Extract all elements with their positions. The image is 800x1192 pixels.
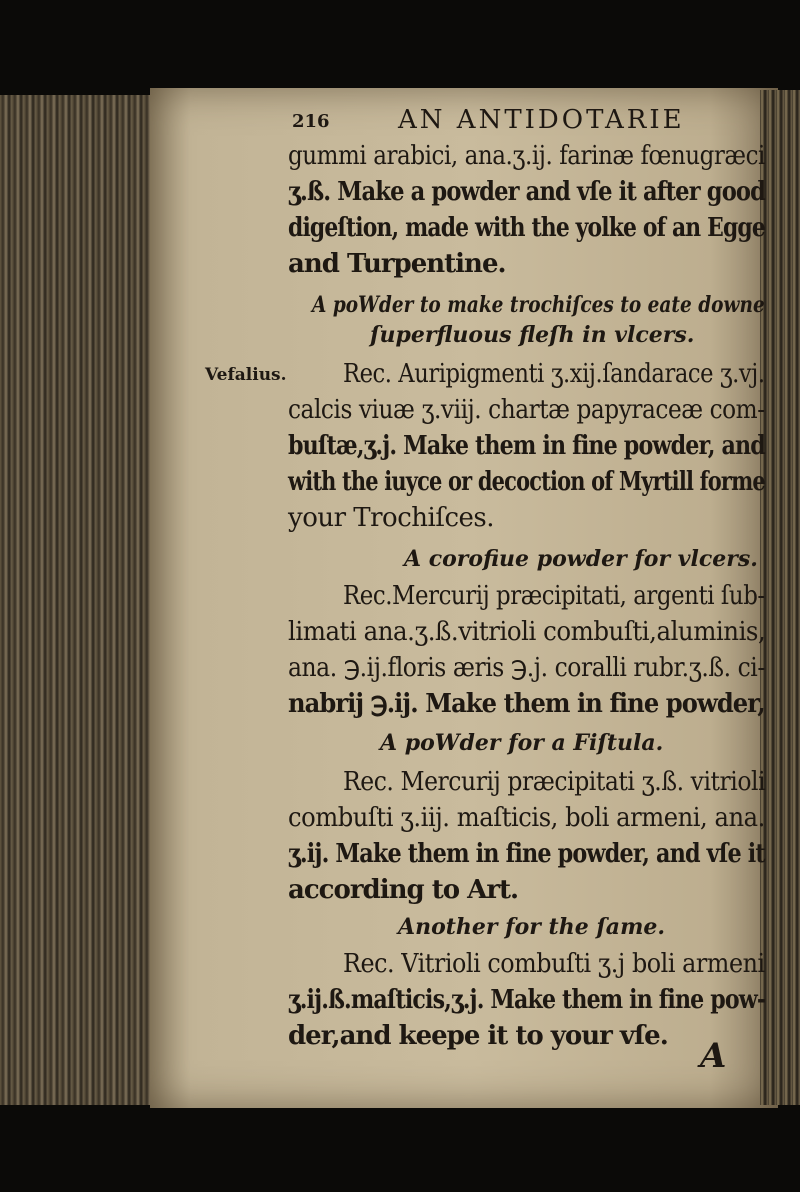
text-line: ʒ.ij. Make them in fine powder, and vſe it: [288, 839, 765, 869]
previous-page-edge: [0, 95, 170, 1105]
text-line: Rec. Vitrioli combuſti ʒ.j boli armeni: [343, 949, 765, 979]
text-line: combuſti ʒ.iij. maſticis, boli armeni, ana.: [288, 803, 765, 833]
text-line: ʒ.ij.ß.maſticis,ʒ.j. Make them in fine pow-: [288, 985, 766, 1015]
recipe-heading: A poWder to make trochiſces to eate downe: [312, 292, 765, 318]
margin-note: Vefalius.: [205, 365, 287, 385]
recipe-heading: A corofiue powder for vlcers.: [404, 546, 758, 572]
page-edges-right: [760, 90, 800, 1105]
recipe-heading: A poWder for a Fiſtula.: [380, 730, 664, 756]
text-line: with the iuyce or decoction of Myrtill forme: [288, 467, 765, 497]
text-line: nabrij ℈.ij. Make them in fine powder,: [288, 689, 765, 719]
page-number: 216: [292, 111, 330, 132]
text-line: calcis viuæ ʒ.viij. chartæ papyraceæ com-: [288, 395, 765, 425]
text-line: digeſtion, made with the yolke of an Egge: [288, 213, 765, 243]
text-line: der,and keepe it to your vſe.: [288, 1021, 668, 1051]
text-line: and Turpentine.: [288, 249, 506, 279]
text-line: your Trochiſces.: [288, 503, 495, 533]
recipe-heading: Another for the ſame.: [398, 914, 665, 940]
text-line: Rec. Mercurij præcipitati ʒ.ß. vitrioli: [343, 767, 766, 797]
text-line: Rec.Mercurij præcipitati, argenti ſub-: [343, 581, 765, 611]
text-line: limati ana.ʒ.ß.vitrioli combuſti,aluminis,: [288, 617, 766, 647]
recipe-heading: ſuperfluous fleſh in vlcers.: [370, 322, 695, 348]
text-line: Rec. Auripigmenti ʒ.xij.ſandarace ʒ.vj.: [343, 359, 765, 389]
text-line: buſtæ,ʒ.j. Make them in fine powder, and: [288, 431, 765, 461]
text-line: according to Art.: [288, 875, 519, 905]
text-line: gummi arabici, ana.ʒ.ij. farinæ fœnugræci: [288, 141, 765, 171]
text-line: ʒ.ß. Make a powder and vſe it after good: [288, 177, 766, 207]
catchword: A: [700, 1036, 727, 1076]
running-head: AN ANTIDOTARIE: [398, 105, 685, 135]
text-line: ana. ℈.ij.floris æris ℈.j. coralli rubr.ʒ.ß. ci-: [288, 653, 765, 683]
